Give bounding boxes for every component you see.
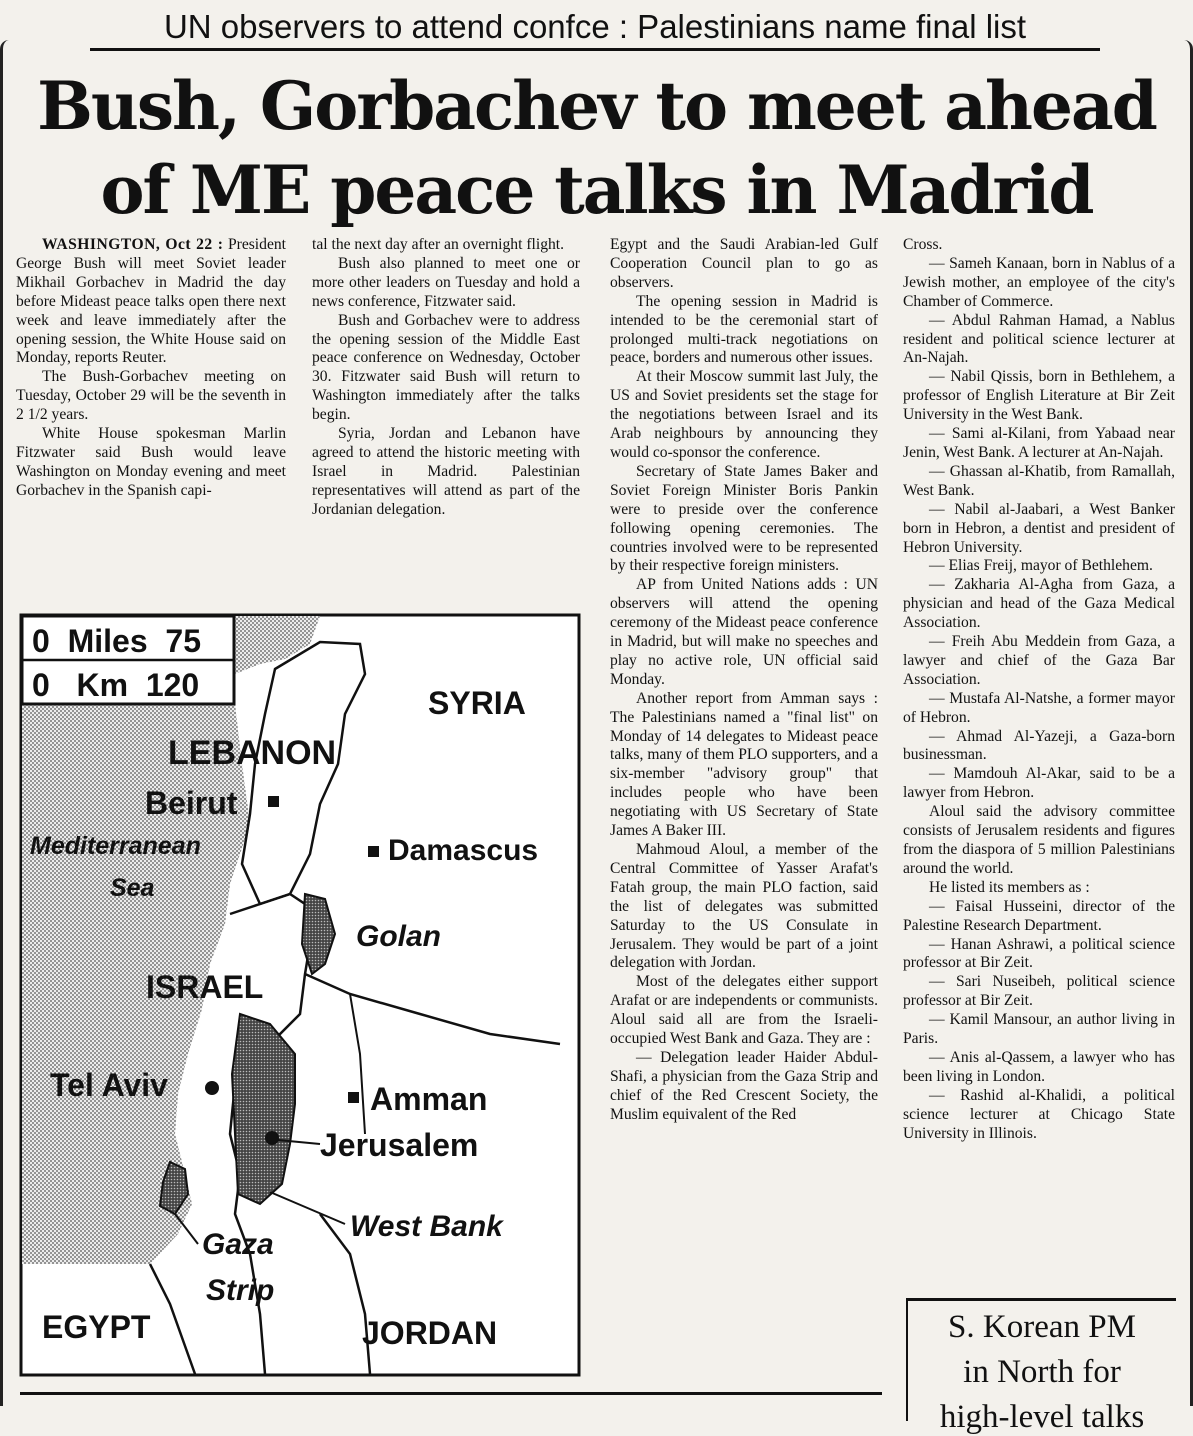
map-label-west-bank: West Bank — [350, 1210, 503, 1243]
map-label-tel-aviv: Tel Aviv — [50, 1067, 168, 1103]
main-headline — [0, 64, 1193, 232]
article-paragraph: — Delegation leader Haider Abdul-Shafi, a physician from the Gaza Strip and chief of the Red Crescent Society, the Muslim equivalent of the Red — [610, 1048, 878, 1123]
map-label-sea: Sea — [110, 874, 155, 902]
page-border-left — [0, 40, 9, 1406]
headline-line-1: Bush, Gorbachev to meet ahead — [37, 67, 1156, 145]
middle-east-map — [20, 614, 580, 1376]
article-column-3 — [610, 236, 878, 1125]
tel-aviv-marker — [205, 1081, 219, 1095]
dateline: WASHINGTON, Oct 22 : — [42, 236, 224, 253]
sidebar-headline-line-3: high-level talks — [939, 1399, 1145, 1435]
beirut-marker — [268, 796, 279, 807]
article-paragraph: — Rashid al-Khalidi, a political science lecturer at Chicago State University in Illinois. — [903, 1086, 1175, 1142]
article-paragraph: — Freih Abu Meddein from Gaza, a lawyer and chief of the Gaza Bar Association. — [903, 633, 1175, 688]
article-paragraph: Cross. — [903, 236, 943, 253]
article-paragraph: — Anis al-Qassem, a lawyer who has been living in London. — [903, 1048, 1175, 1085]
map-label-gaza: Gaza — [202, 1228, 274, 1261]
article-column-2 — [312, 236, 580, 520]
article-paragraph: — Abdul Rahman Hamad, a Nablus resident and political science lecturer at An-Najah. — [903, 311, 1175, 367]
map-label-jerusalem: Jerusalem — [320, 1127, 479, 1163]
article-paragraph: Syria, Jordan and Lebanon have agreed to attend the historic meeting with Israel in Madrid. Palestinian representatives will attend as part of the Jordanian delegation. — [312, 425, 580, 518]
article-paragraph: — Ahmad Al-Yazeji, a Gaza-born businessman. — [903, 727, 1175, 764]
headline-line-2: of ME peace talks in Madrid — [100, 151, 1093, 229]
map-label-israel: ISRAEL — [146, 969, 264, 1005]
article-column-1 — [16, 236, 286, 501]
article-paragraph: Mahmoud Aloul, a member of the Central Committee of Yasser Arafat's Fatah group, the main PLO faction, said the list of delegates was submitted Saturday to the US Consulate in Jerusalem. They would be part of a joint delegation with Jordan. — [610, 841, 878, 972]
article-paragraph: Bush also planned to meet one or more other leaders on Tuesday and hold a news conference, Fitzwater said. — [312, 254, 580, 310]
article-paragraph: White House spokesman Marlin Fitzwater said Bush would leave Washington on Monday evening and meet Gorbachev in the Spanish capi- — [16, 425, 286, 499]
article-paragraph: Another report from Amman says : The Palestinians named a "final list" on Monday of 14 delegates to Mideast peace talks, many of them PLO supporters, and a six-member "advisory group" that includes people who have been negotiating with US Secretary of State James A Baker III. — [610, 689, 878, 840]
jerusalem-marker — [265, 1131, 279, 1145]
scale-km-label: 0 Km 120 — [32, 667, 200, 703]
page-border-right — [1184, 40, 1193, 1406]
map-label-amman: Amman — [370, 1081, 488, 1117]
article-paragraph: — Nabil al-Jaabari, a West Banker born in Hebron, a dentist and president of Hebron University. — [903, 500, 1175, 556]
article-paragraph: Bush and Gorbachev were to address the opening session of the Middle East peace conference on Wednesday, October 30. Fitzwater said Bush will return to Washington immediately after the talks begin. — [312, 311, 580, 424]
article-paragraph: Aloul said the advisory committee consists of Jerusalem residents and figures from the diaspora of 5 million Palestinians around the world. — [903, 803, 1175, 877]
article-paragraph: — Mamdouh Al-Akar, said to be a lawyer from Hebron. — [903, 765, 1175, 802]
sidebar-headline-line-1: S. Korean PM — [948, 1309, 1136, 1345]
article-paragraph: — Faisal Husseini, director of the Palestine Research Department. — [903, 897, 1175, 934]
article-paragraph: — Mustafa Al-Natshe, a former mayor of Hebron. — [903, 689, 1175, 726]
article-paragraph: Secretary of State James Baker and Soviet Foreign Minister Boris Pankin were to preside over the conference following opening ceremonies. The countries involved were to be represented by their respective foreign ministers. — [610, 462, 878, 575]
article-paragraph: — Hanan Ashrawi, a political science professor at Bir Zeit. — [903, 935, 1175, 972]
scale-miles-label: 0 Miles 75 — [32, 623, 201, 659]
article-paragraph: — Nabil Qissis, born in Bethlehem, a professor of English Literature at Bir Zeit University in the West Bank. — [903, 368, 1175, 424]
article-paragraph: — Elias Freij, mayor of Bethlehem. — [929, 557, 1153, 575]
sidebar-headline-line-2: in North for — [963, 1354, 1121, 1390]
article-paragraph: WASHINGTON, Oct 22 : President George Bush will meet Soviet leader Mikhail Gorbachev in Madrid the day before Mideast peace talks open there next week and leave immediately after the opening session, the White House said on Monday, reports Reuter. — [16, 236, 286, 367]
map-label-egypt: EGYPT — [42, 1309, 151, 1345]
map-label-beirut: Beirut — [145, 785, 238, 821]
article-column-4 — [903, 236, 1175, 1144]
bottom-rule — [20, 1392, 882, 1395]
article-paragraph: — Sameh Kanaan, born in Nablus of a Jewish mother, an employee of the city's Chamber of Commerce. — [903, 254, 1175, 310]
map-label-lebanon: LEBANON — [168, 734, 337, 772]
article-paragraph: tal the next day after an overnight flight. — [312, 236, 565, 253]
map-label-strip: Strip — [206, 1274, 275, 1307]
kicker-headline: UN observers to attend confce : Palestinians name final list — [90, 8, 1100, 51]
sidebar-story-headline — [906, 1298, 1176, 1435]
article-paragraph: The Bush-Gorbachev meeting on Tuesday, October 29 will be the seventh in 2 1/2 years. — [16, 368, 286, 424]
article-paragraph: — Ghassan al-Khatib, from Ramallah, West Bank. — [903, 462, 1175, 499]
article-paragraph: AP from United Nations adds : UN observers will attend the opening ceremony of the Mideast peace conference in Madrid, but will make no speeches and play no active role, UN official said Monday. — [610, 576, 878, 688]
article-paragraph: — Kamil Mansour, an author living in Paris. — [903, 1011, 1175, 1048]
map-label-jordan: JORDAN — [362, 1315, 498, 1351]
article-paragraph: — Sari Nuseibeh, political science professor at Bir Zeit. — [903, 973, 1175, 1010]
article-paragraph: — Zakharia Al-Agha from Gaza, a physician and head of the Gaza Medical Association. — [903, 576, 1175, 632]
amman-marker — [348, 1092, 359, 1103]
map-label-damascus: Damascus — [388, 834, 539, 867]
article-paragraph: — Sami al-Kilani, from Yabaad near Jenin, West Bank. A lecturer at An-Najah. — [903, 425, 1175, 461]
article-paragraph: Most of the delegates either support Arafat or are independents or communists. Aloul said all are from the Israeli-occupied West Bank and Gaza. They are : — [610, 973, 878, 1048]
map-label-mediterranean: Mediterranean — [30, 832, 201, 860]
article-paragraph: The opening session in Madrid is intended to be the ceremonial start of prolonged multi-track negotiations on peace, borders and numerous other issues. — [610, 292, 878, 367]
map-label-syria: SYRIA — [428, 685, 526, 721]
damascus-marker — [368, 846, 379, 857]
article-paragraph: He listed its members as : — [929, 878, 1090, 896]
article-paragraph: Egypt and the Saudi Arabian-led Gulf Cooperation Council plan to go as observers. — [610, 236, 878, 291]
map-label-golan: Golan — [356, 920, 442, 953]
article-paragraph: At their Moscow summit last July, the US and Soviet presidents set the stage for the negotiations between Israel and its Arab neighbours by announcing they would co-sponsor the conference. — [610, 368, 878, 461]
